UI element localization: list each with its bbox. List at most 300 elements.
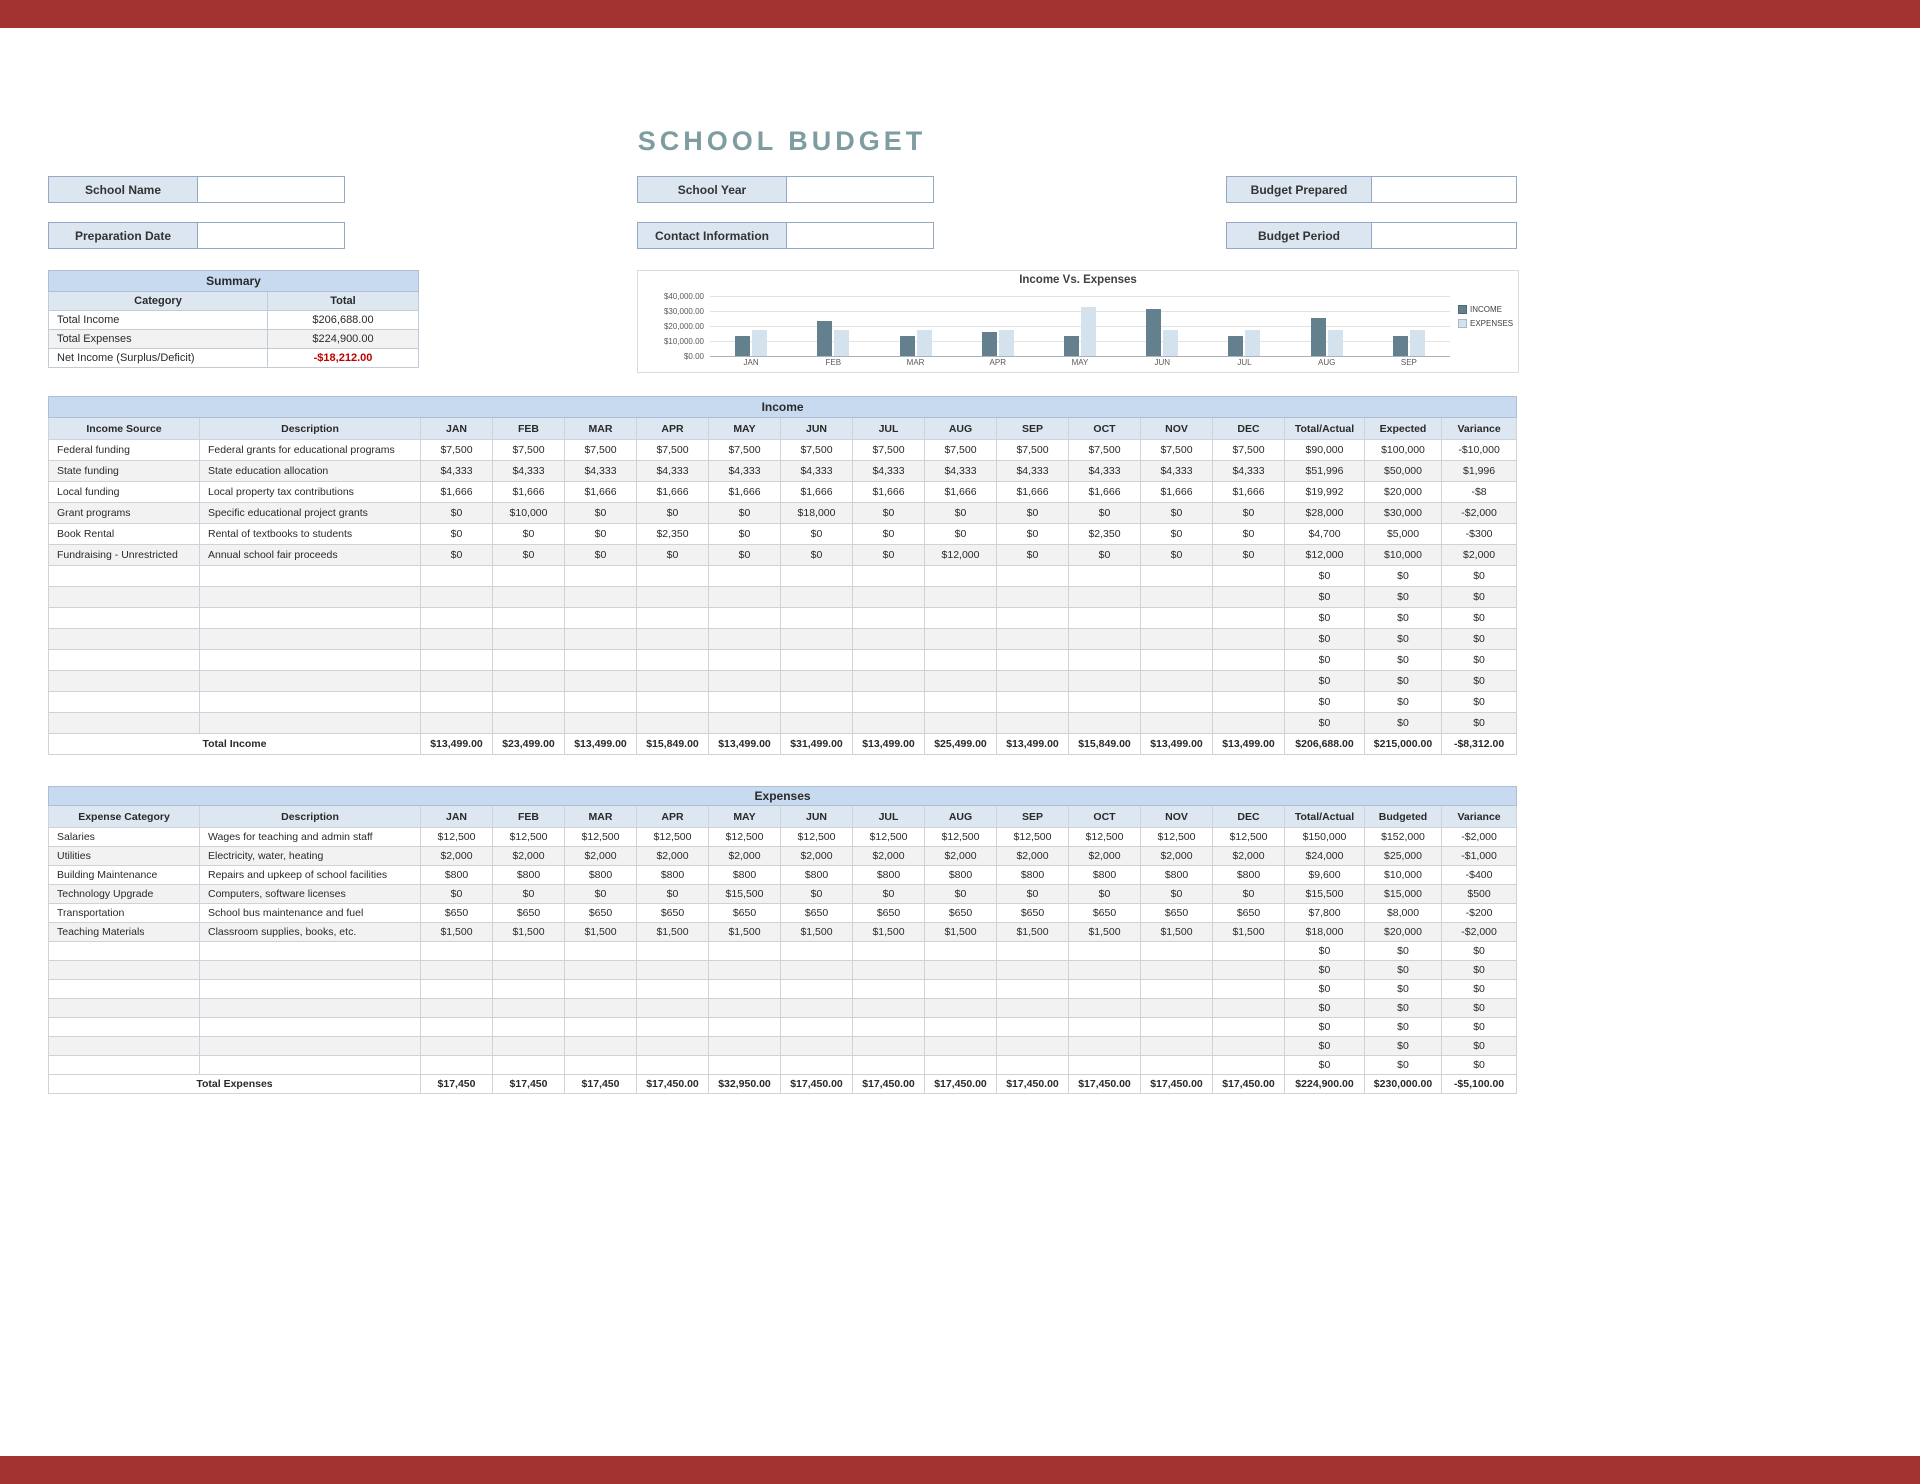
cell[interactable] — [200, 692, 421, 713]
cell[interactable] — [1069, 671, 1141, 692]
cell[interactable] — [1141, 961, 1213, 980]
cell[interactable]: $0 — [1365, 713, 1442, 734]
cell[interactable] — [1213, 961, 1285, 980]
cell[interactable] — [1213, 629, 1285, 650]
cell[interactable]: Utilities — [49, 847, 200, 866]
cell[interactable]: $800 — [421, 866, 493, 885]
cell[interactable]: $7,800 — [1285, 904, 1365, 923]
cell[interactable] — [49, 692, 200, 713]
cell[interactable]: Building Maintenance — [49, 866, 200, 885]
cell[interactable]: $0 — [1213, 885, 1285, 904]
cell[interactable]: $2,350 — [1069, 524, 1141, 545]
cell[interactable]: $2,000 — [565, 847, 637, 866]
cell[interactable] — [49, 671, 200, 692]
cell[interactable] — [49, 1018, 200, 1037]
cell[interactable]: $12,500 — [925, 828, 997, 847]
cell[interactable]: $0 — [709, 524, 781, 545]
contact-information-input[interactable] — [787, 222, 934, 249]
cell[interactable] — [565, 980, 637, 999]
cell[interactable]: $1,666 — [997, 482, 1069, 503]
cell[interactable]: $7,500 — [1069, 440, 1141, 461]
cell[interactable]: $10,000 — [1365, 545, 1442, 566]
cell[interactable]: $0 — [1285, 1018, 1365, 1037]
cell[interactable] — [853, 713, 925, 734]
cell[interactable] — [781, 650, 853, 671]
cell[interactable] — [925, 650, 997, 671]
cell[interactable] — [200, 608, 421, 629]
cell[interactable] — [493, 1018, 565, 1037]
cell[interactable]: $1,666 — [493, 482, 565, 503]
cell[interactable]: $0 — [1365, 942, 1442, 961]
cell[interactable]: $800 — [565, 866, 637, 885]
cell[interactable]: $0 — [925, 524, 997, 545]
cell[interactable] — [421, 1056, 493, 1075]
budget-period-input[interactable] — [1372, 222, 1517, 249]
cell[interactable]: $800 — [781, 866, 853, 885]
cell[interactable]: $650 — [493, 904, 565, 923]
cell[interactable]: Electricity, water, heating — [200, 847, 421, 866]
cell[interactable]: $0 — [1365, 999, 1442, 1018]
cell[interactable]: $0 — [997, 503, 1069, 524]
cell[interactable]: Repairs and upkeep of school facilities — [200, 866, 421, 885]
cell[interactable]: $0 — [1365, 566, 1442, 587]
cell[interactable]: Grant programs — [49, 503, 200, 524]
cell[interactable] — [1141, 713, 1213, 734]
cell[interactable]: $1,666 — [565, 482, 637, 503]
cell[interactable]: $152,000 — [1365, 828, 1442, 847]
cell[interactable]: $0 — [493, 885, 565, 904]
cell[interactable] — [1069, 942, 1141, 961]
cell[interactable] — [925, 566, 997, 587]
cell[interactable]: $1,500 — [709, 923, 781, 942]
cell[interactable]: -$10,000 — [1442, 440, 1517, 461]
cell[interactable] — [1069, 629, 1141, 650]
cell[interactable] — [781, 566, 853, 587]
cell[interactable]: $20,000 — [1365, 482, 1442, 503]
cell[interactable] — [997, 587, 1069, 608]
cell[interactable]: $12,000 — [1285, 545, 1365, 566]
cell[interactable]: $4,333 — [493, 461, 565, 482]
cell[interactable] — [493, 629, 565, 650]
cell[interactable] — [49, 1037, 200, 1056]
cell[interactable]: $0 — [1285, 999, 1365, 1018]
cell[interactable] — [1069, 713, 1141, 734]
cell[interactable] — [1069, 1056, 1141, 1075]
cell[interactable]: $0 — [1213, 503, 1285, 524]
cell[interactable]: $0 — [1141, 545, 1213, 566]
cell[interactable] — [493, 566, 565, 587]
cell[interactable]: $1,500 — [421, 923, 493, 942]
cell[interactable]: $2,000 — [709, 847, 781, 866]
cell[interactable] — [200, 1018, 421, 1037]
cell[interactable]: $4,333 — [997, 461, 1069, 482]
cell[interactable]: $0 — [1213, 524, 1285, 545]
cell[interactable]: $4,333 — [421, 461, 493, 482]
cell[interactable]: $0 — [1365, 587, 1442, 608]
cell[interactable] — [925, 980, 997, 999]
cell[interactable]: State education allocation — [200, 461, 421, 482]
cell[interactable]: $0 — [1442, 1018, 1517, 1037]
cell[interactable] — [925, 608, 997, 629]
cell[interactable]: -$2,000 — [1442, 923, 1517, 942]
cell[interactable] — [781, 999, 853, 1018]
cell[interactable] — [781, 629, 853, 650]
cell[interactable] — [1141, 999, 1213, 1018]
cell[interactable]: $1,500 — [997, 923, 1069, 942]
cell[interactable] — [853, 1037, 925, 1056]
cell[interactable]: $1,500 — [565, 923, 637, 942]
cell[interactable] — [925, 692, 997, 713]
cell[interactable]: $0 — [493, 524, 565, 545]
cell[interactable]: $12,500 — [709, 828, 781, 847]
cell[interactable]: $0 — [421, 524, 493, 545]
cell[interactable]: Computers, software licenses — [200, 885, 421, 904]
cell[interactable] — [421, 629, 493, 650]
cell[interactable]: $1,500 — [1141, 923, 1213, 942]
cell[interactable] — [853, 608, 925, 629]
cell[interactable]: Rental of textbooks to students — [200, 524, 421, 545]
cell[interactable] — [1213, 608, 1285, 629]
cell[interactable] — [1141, 608, 1213, 629]
cell[interactable] — [853, 999, 925, 1018]
cell[interactable]: School bus maintenance and fuel — [200, 904, 421, 923]
cell[interactable]: $0 — [1365, 692, 1442, 713]
cell[interactable] — [1213, 671, 1285, 692]
cell[interactable]: $19,992 — [1285, 482, 1365, 503]
cell[interactable] — [853, 961, 925, 980]
cell[interactable]: Specific educational project grants — [200, 503, 421, 524]
cell[interactable]: $4,333 — [1069, 461, 1141, 482]
cell[interactable]: Technology Upgrade — [49, 885, 200, 904]
cell[interactable] — [1069, 566, 1141, 587]
cell[interactable]: Local property tax contributions — [200, 482, 421, 503]
cell[interactable] — [637, 1037, 709, 1056]
cell[interactable]: $9,600 — [1285, 866, 1365, 885]
cell[interactable] — [853, 566, 925, 587]
cell[interactable]: $18,000 — [1285, 923, 1365, 942]
cell[interactable] — [1213, 713, 1285, 734]
cell[interactable]: Wages for teaching and admin staff — [200, 828, 421, 847]
cell[interactable]: $4,333 — [565, 461, 637, 482]
cell[interactable] — [1069, 1037, 1141, 1056]
cell[interactable]: Fundraising - Unrestricted — [49, 545, 200, 566]
cell[interactable] — [565, 942, 637, 961]
cell[interactable]: $12,500 — [1141, 828, 1213, 847]
cell[interactable] — [1069, 980, 1141, 999]
cell[interactable]: $0 — [1285, 713, 1365, 734]
cell[interactable] — [493, 942, 565, 961]
cell[interactable]: $0 — [1213, 545, 1285, 566]
cell[interactable]: $24,000 — [1285, 847, 1365, 866]
cell[interactable]: $1,500 — [493, 923, 565, 942]
cell[interactable]: $1,666 — [421, 482, 493, 503]
cell[interactable]: -$200 — [1442, 904, 1517, 923]
cell[interactable]: $0 — [1442, 671, 1517, 692]
cell[interactable] — [1213, 1056, 1285, 1075]
preparation-date-input[interactable] — [198, 222, 345, 249]
cell[interactable] — [925, 587, 997, 608]
cell[interactable]: $12,500 — [493, 828, 565, 847]
cell[interactable]: $0 — [853, 524, 925, 545]
cell[interactable]: $0 — [637, 885, 709, 904]
cell[interactable]: $7,500 — [997, 440, 1069, 461]
cell[interactable]: $2,000 — [781, 847, 853, 866]
cell[interactable]: $0 — [1442, 629, 1517, 650]
cell[interactable] — [493, 961, 565, 980]
cell[interactable]: $1,500 — [1069, 923, 1141, 942]
cell[interactable] — [853, 1018, 925, 1037]
cell[interactable]: $1,666 — [781, 482, 853, 503]
cell[interactable] — [200, 713, 421, 734]
cell[interactable] — [1069, 608, 1141, 629]
cell[interactable] — [1213, 1018, 1285, 1037]
cell[interactable] — [1069, 961, 1141, 980]
cell[interactable] — [1213, 650, 1285, 671]
cell[interactable]: $50,000 — [1365, 461, 1442, 482]
cell[interactable] — [1141, 1056, 1213, 1075]
summary-total-expenses-value[interactable]: $224,900.00 — [268, 330, 419, 349]
cell[interactable]: $12,500 — [565, 828, 637, 847]
cell[interactable] — [853, 692, 925, 713]
cell[interactable] — [421, 713, 493, 734]
cell[interactable] — [1069, 999, 1141, 1018]
cell[interactable]: $0 — [781, 545, 853, 566]
cell[interactable] — [781, 980, 853, 999]
cell[interactable]: $800 — [1213, 866, 1285, 885]
cell[interactable]: $0 — [1442, 692, 1517, 713]
cell[interactable]: $30,000 — [1365, 503, 1442, 524]
cell[interactable]: $0 — [709, 545, 781, 566]
cell[interactable]: $90,000 — [1285, 440, 1365, 461]
cell[interactable] — [637, 587, 709, 608]
cell[interactable]: $0 — [1285, 566, 1365, 587]
cell[interactable] — [709, 650, 781, 671]
school-year-input[interactable] — [787, 176, 934, 203]
cell[interactable]: $12,000 — [925, 545, 997, 566]
cell[interactable]: Classroom supplies, books, etc. — [200, 923, 421, 942]
cell[interactable]: $650 — [421, 904, 493, 923]
cell[interactable]: $650 — [709, 904, 781, 923]
cell[interactable]: $650 — [925, 904, 997, 923]
cell[interactable] — [781, 713, 853, 734]
cell[interactable] — [49, 980, 200, 999]
cell[interactable]: $4,333 — [637, 461, 709, 482]
cell[interactable]: -$2,000 — [1442, 828, 1517, 847]
cell[interactable]: $4,700 — [1285, 524, 1365, 545]
cell[interactable] — [997, 713, 1069, 734]
cell[interactable]: $0 — [1285, 608, 1365, 629]
cell[interactable] — [1213, 587, 1285, 608]
cell[interactable] — [493, 587, 565, 608]
cell[interactable]: $650 — [565, 904, 637, 923]
cell[interactable] — [565, 671, 637, 692]
cell[interactable]: $25,000 — [1365, 847, 1442, 866]
cell[interactable]: $150,000 — [1285, 828, 1365, 847]
cell[interactable] — [49, 587, 200, 608]
cell[interactable] — [565, 999, 637, 1018]
cell[interactable]: $2,000 — [493, 847, 565, 866]
cell[interactable]: $0 — [1141, 885, 1213, 904]
cell[interactable]: $7,500 — [493, 440, 565, 461]
cell[interactable]: $0 — [1365, 1037, 1442, 1056]
cell[interactable] — [925, 671, 997, 692]
cell[interactable]: $10,000 — [493, 503, 565, 524]
cell[interactable] — [49, 942, 200, 961]
cell[interactable] — [781, 942, 853, 961]
cell[interactable] — [1141, 587, 1213, 608]
cell[interactable]: -$2,000 — [1442, 503, 1517, 524]
cell[interactable] — [565, 1056, 637, 1075]
cell[interactable] — [493, 1056, 565, 1075]
summary-total-income-value[interactable]: $206,688.00 — [268, 311, 419, 330]
cell[interactable] — [997, 999, 1069, 1018]
cell[interactable] — [781, 608, 853, 629]
cell[interactable] — [853, 980, 925, 999]
cell[interactable]: $1,500 — [1213, 923, 1285, 942]
cell[interactable]: $0 — [1285, 692, 1365, 713]
cell[interactable]: $1,500 — [853, 923, 925, 942]
cell[interactable] — [853, 629, 925, 650]
cell[interactable] — [421, 650, 493, 671]
cell[interactable]: $0 — [1442, 1056, 1517, 1075]
cell[interactable]: $10,000 — [1365, 866, 1442, 885]
cell[interactable]: $0 — [1285, 671, 1365, 692]
cell[interactable]: Transportation — [49, 904, 200, 923]
cell[interactable] — [637, 980, 709, 999]
cell[interactable]: $800 — [1141, 866, 1213, 885]
cell[interactable]: $0 — [493, 545, 565, 566]
cell[interactable] — [781, 587, 853, 608]
cell[interactable] — [565, 650, 637, 671]
cell[interactable] — [997, 942, 1069, 961]
cell[interactable] — [1213, 980, 1285, 999]
cell[interactable]: $650 — [1069, 904, 1141, 923]
cell[interactable]: $0 — [565, 885, 637, 904]
cell[interactable] — [637, 1018, 709, 1037]
cell[interactable] — [637, 942, 709, 961]
cell[interactable]: $1,500 — [781, 923, 853, 942]
cell[interactable] — [1213, 1037, 1285, 1056]
cell[interactable] — [709, 566, 781, 587]
cell[interactable] — [709, 961, 781, 980]
cell[interactable] — [925, 1018, 997, 1037]
cell[interactable] — [997, 671, 1069, 692]
cell[interactable] — [925, 961, 997, 980]
cell[interactable]: $1,666 — [1141, 482, 1213, 503]
cell[interactable]: $1,666 — [853, 482, 925, 503]
cell[interactable] — [49, 961, 200, 980]
cell[interactable] — [781, 671, 853, 692]
cell[interactable]: $0 — [421, 885, 493, 904]
cell[interactable]: $1,666 — [709, 482, 781, 503]
cell[interactable]: $0 — [1365, 629, 1442, 650]
cell[interactable] — [853, 671, 925, 692]
cell[interactable]: $0 — [1069, 545, 1141, 566]
cell[interactable]: Salaries — [49, 828, 200, 847]
cell[interactable] — [709, 587, 781, 608]
cell[interactable]: $20,000 — [1365, 923, 1442, 942]
cell[interactable] — [49, 629, 200, 650]
cell[interactable]: $2,000 — [1069, 847, 1141, 866]
cell[interactable]: $7,500 — [421, 440, 493, 461]
cell[interactable] — [997, 980, 1069, 999]
cell[interactable] — [200, 587, 421, 608]
cell[interactable]: $4,333 — [853, 461, 925, 482]
cell[interactable]: $0 — [1285, 1056, 1365, 1075]
cell[interactable]: State funding — [49, 461, 200, 482]
cell[interactable] — [853, 587, 925, 608]
cell[interactable] — [1069, 1018, 1141, 1037]
cell[interactable]: $650 — [853, 904, 925, 923]
cell[interactable] — [997, 1056, 1069, 1075]
cell[interactable] — [200, 1037, 421, 1056]
cell[interactable] — [925, 629, 997, 650]
school-name-input[interactable] — [198, 176, 345, 203]
cell[interactable] — [853, 1056, 925, 1075]
cell[interactable]: $18,000 — [781, 503, 853, 524]
cell[interactable]: $1,666 — [637, 482, 709, 503]
cell[interactable] — [200, 566, 421, 587]
cell[interactable]: $15,000 — [1365, 885, 1442, 904]
cell[interactable]: $0 — [853, 503, 925, 524]
cell[interactable]: $7,500 — [565, 440, 637, 461]
cell[interactable]: $500 — [1442, 885, 1517, 904]
cell[interactable]: Annual school fair proceeds — [200, 545, 421, 566]
cell[interactable] — [637, 566, 709, 587]
cell[interactable]: $650 — [781, 904, 853, 923]
cell[interactable]: $7,500 — [1213, 440, 1285, 461]
cell[interactable] — [997, 629, 1069, 650]
cell[interactable]: $1,666 — [925, 482, 997, 503]
cell[interactable]: $1,996 — [1442, 461, 1517, 482]
cell[interactable]: -$300 — [1442, 524, 1517, 545]
cell[interactable] — [925, 942, 997, 961]
cell[interactable] — [565, 713, 637, 734]
cell[interactable]: $0 — [1365, 1056, 1442, 1075]
cell[interactable] — [709, 713, 781, 734]
cell[interactable] — [997, 1018, 1069, 1037]
cell[interactable] — [200, 942, 421, 961]
cell[interactable] — [709, 999, 781, 1018]
cell[interactable] — [1141, 650, 1213, 671]
cell[interactable] — [781, 1018, 853, 1037]
cell[interactable] — [493, 713, 565, 734]
cell[interactable]: $0 — [1365, 650, 1442, 671]
cell[interactable]: $0 — [781, 524, 853, 545]
cell[interactable]: $0 — [421, 545, 493, 566]
cell[interactable]: $0 — [1069, 885, 1141, 904]
cell[interactable]: $650 — [1213, 904, 1285, 923]
cell[interactable] — [709, 980, 781, 999]
cell[interactable]: $15,500 — [1285, 885, 1365, 904]
cell[interactable] — [997, 650, 1069, 671]
cell[interactable] — [925, 1056, 997, 1075]
cell[interactable]: $650 — [1141, 904, 1213, 923]
cell[interactable]: $0 — [1141, 524, 1213, 545]
cell[interactable]: $2,000 — [853, 847, 925, 866]
cell[interactable] — [493, 980, 565, 999]
cell[interactable]: Federal funding — [49, 440, 200, 461]
cell[interactable]: $8,000 — [1365, 904, 1442, 923]
cell[interactable]: $4,333 — [709, 461, 781, 482]
cell[interactable] — [1213, 566, 1285, 587]
cell[interactable] — [493, 999, 565, 1018]
cell[interactable]: $2,350 — [637, 524, 709, 545]
cell[interactable]: $650 — [637, 904, 709, 923]
cell[interactable] — [997, 1037, 1069, 1056]
cell[interactable]: $800 — [493, 866, 565, 885]
cell[interactable] — [709, 629, 781, 650]
